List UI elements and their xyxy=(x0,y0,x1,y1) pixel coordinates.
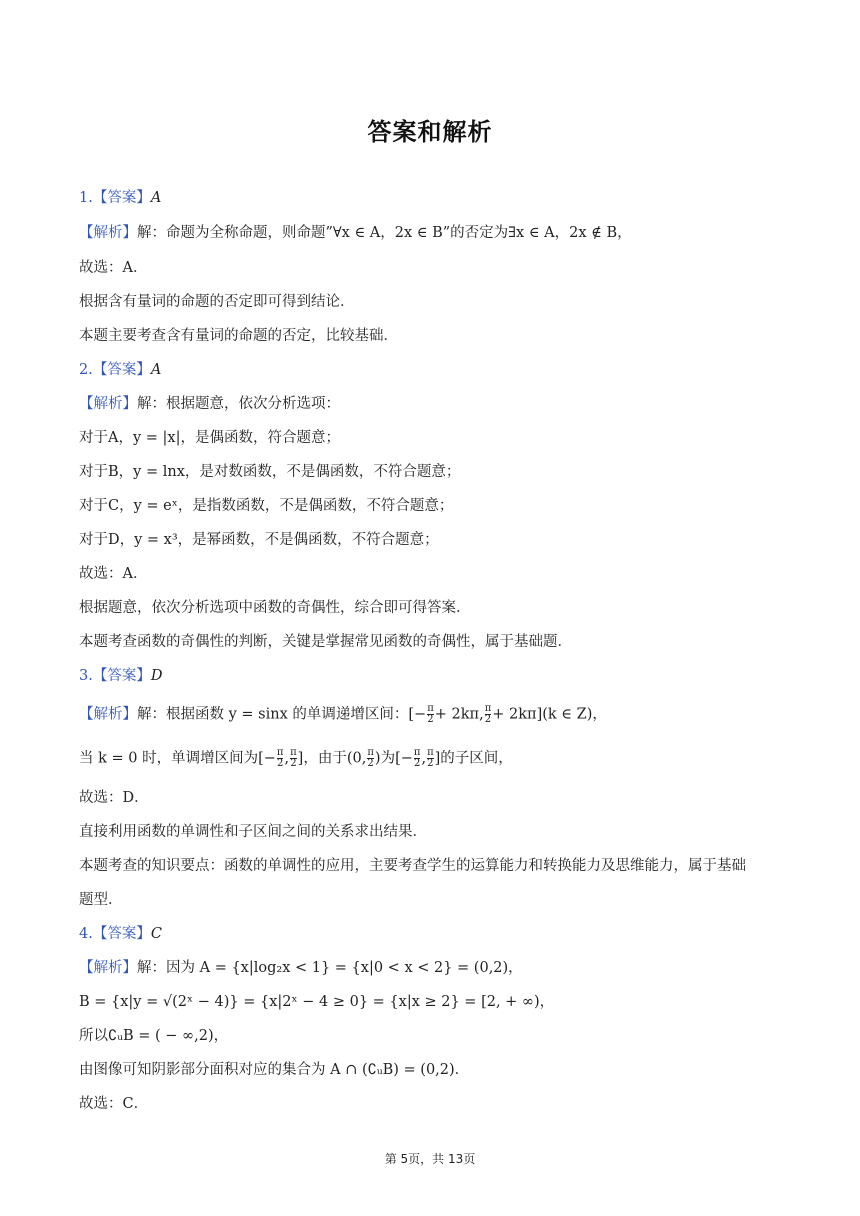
q3-text-2d: )为[− xyxy=(374,750,413,767)
q3-text-2c: ]，由于(0, xyxy=(297,750,367,767)
q3-text-2b: , xyxy=(284,750,290,767)
q4-analysis-tag: 【解析】 xyxy=(79,960,137,976)
q3-text-2e: , xyxy=(421,750,427,767)
q3-text-1b: + 2kπ, xyxy=(434,706,484,723)
q2-text-5: 对于D，y = x³，是幂函数，不是偶函数，不符合题意； xyxy=(79,532,439,548)
q2-answer-line xyxy=(79,360,161,380)
q3-text-2f: ]的子区间， xyxy=(434,750,513,767)
fraction-pi-over-2: $\frac{\pi}{2}$ xyxy=(413,747,421,769)
q1-text-3: 根据含有量词的命题的否定即可得到结论． xyxy=(79,294,355,310)
fraction-pi-over-2: $\frac{\pi}{2}$ xyxy=(427,747,434,769)
q3-text-3: 故选：D． xyxy=(79,790,149,806)
q2-text-8: 本题考查函数的奇偶性的判断，关键是掌握常见函数的奇偶性，属于基础题． xyxy=(79,634,572,650)
q3-text-2-line xyxy=(79,748,513,769)
q4-text-5: 故选：C． xyxy=(79,1096,149,1112)
fraction-pi-over-2: $\frac{\pi}{2}$ xyxy=(427,703,434,725)
q1-text-1: 解：命题为全称命题，则命题”∀x ∈ A，2x ∈ B”的否定为∃x ∈ A，2x ∉ B， xyxy=(137,225,632,241)
q4-answer: C xyxy=(150,926,162,942)
q4-text-2: B = {x|y = √(2ˣ − 4)} = {x|2ˣ − 4 ≥ 0} = {x|x ≥ 2} = [2, + ∞)， xyxy=(79,994,555,1010)
q2-answer: A xyxy=(150,362,162,378)
fraction-pi-over-2: $\frac{\pi}{2}$ xyxy=(367,747,374,769)
q1-analysis-line xyxy=(79,223,632,243)
q3-text-6: 题型． xyxy=(79,892,123,908)
q1-answer: A xyxy=(150,190,162,206)
q2-analysis-tag: 【解析】 xyxy=(79,396,137,412)
q3-text-1a: 解：根据函数 y = sinx 的单调递增区间：[− xyxy=(137,706,427,723)
q3-text-4: 直接利用函数的单调性和子区间之间的关系求出结果． xyxy=(79,824,427,840)
q2-text-7: 根据题意，依次分析选项中函数的奇偶性，综合即可得答案． xyxy=(79,600,471,616)
q2-number: 2. xyxy=(79,362,93,378)
q3-text-2a: 当 k = 0 时，单调增区间为[− xyxy=(79,750,276,767)
q1-answer-tag: 【答案】 xyxy=(92,190,151,206)
q4-text-3: 所以∁ᵤB = ( − ∞,2)， xyxy=(79,1028,229,1044)
q4-answer-tag: 【答案】 xyxy=(92,926,151,942)
q1-answer-line xyxy=(79,188,161,208)
fraction-pi-over-2: $\frac{\pi}{2}$ xyxy=(290,747,297,769)
q4-text-4: 由图像可知阴影部分面积对应的集合为 A ∩ (∁ᵤB) = (0,2)． xyxy=(79,1062,470,1078)
page-footer: 第 5页，共 13页 xyxy=(384,1152,476,1166)
q3-answer: D xyxy=(150,668,163,684)
q3-answer-line xyxy=(79,666,162,686)
q2-text-1: 解：根据题意，依次分析选项： xyxy=(137,396,340,412)
q4-number: 4. xyxy=(79,926,93,942)
q2-text-2: 对于A，y = |x|，是偶函数，符合题意； xyxy=(79,430,340,446)
q3-answer-tag: 【答案】 xyxy=(92,668,151,684)
q1-number: 1. xyxy=(79,190,93,206)
q3-text-5: 本题考查的知识要点：函数的单调性的应用，主要考查学生的运算能力和转换能力及思维能力，属于基础 xyxy=(79,858,746,874)
q3-text-1c: + 2kπ](k ∈ Z)， xyxy=(492,706,607,723)
fraction-pi-over-2: $\frac{\pi}{2}$ xyxy=(276,747,284,769)
q4-analysis-line xyxy=(79,958,523,978)
q2-analysis-line xyxy=(79,394,340,414)
q4-text-1: 解：因为 A = {x|log₂x < 1} = {x|0 < x < 2} = (0,2)， xyxy=(137,960,523,976)
q3-analysis-tag: 【解析】 xyxy=(79,706,137,723)
q2-text-6: 故选：A． xyxy=(79,566,148,582)
q2-text-4: 对于C，y = eˣ，是指数函数，不是偶函数，不符合题意； xyxy=(79,498,454,514)
q2-text-3: 对于B，y = lnx，是对数函数，不是偶函数，不符合题意； xyxy=(79,464,461,480)
q3-number: 3. xyxy=(79,668,93,684)
page-title: 答案和解析 xyxy=(367,118,493,146)
q3-analysis-line xyxy=(79,704,607,725)
q1-text-4: 本题主要考查含有量词的命题的否定，比较基础． xyxy=(79,328,398,344)
q4-answer-line xyxy=(79,924,162,944)
q1-text-2: 故选：A． xyxy=(79,260,148,276)
fraction-pi-over-2: $\frac{\pi}{2}$ xyxy=(484,703,492,725)
q2-answer-tag: 【答案】 xyxy=(92,362,151,378)
q1-analysis-tag: 【解析】 xyxy=(79,225,137,241)
